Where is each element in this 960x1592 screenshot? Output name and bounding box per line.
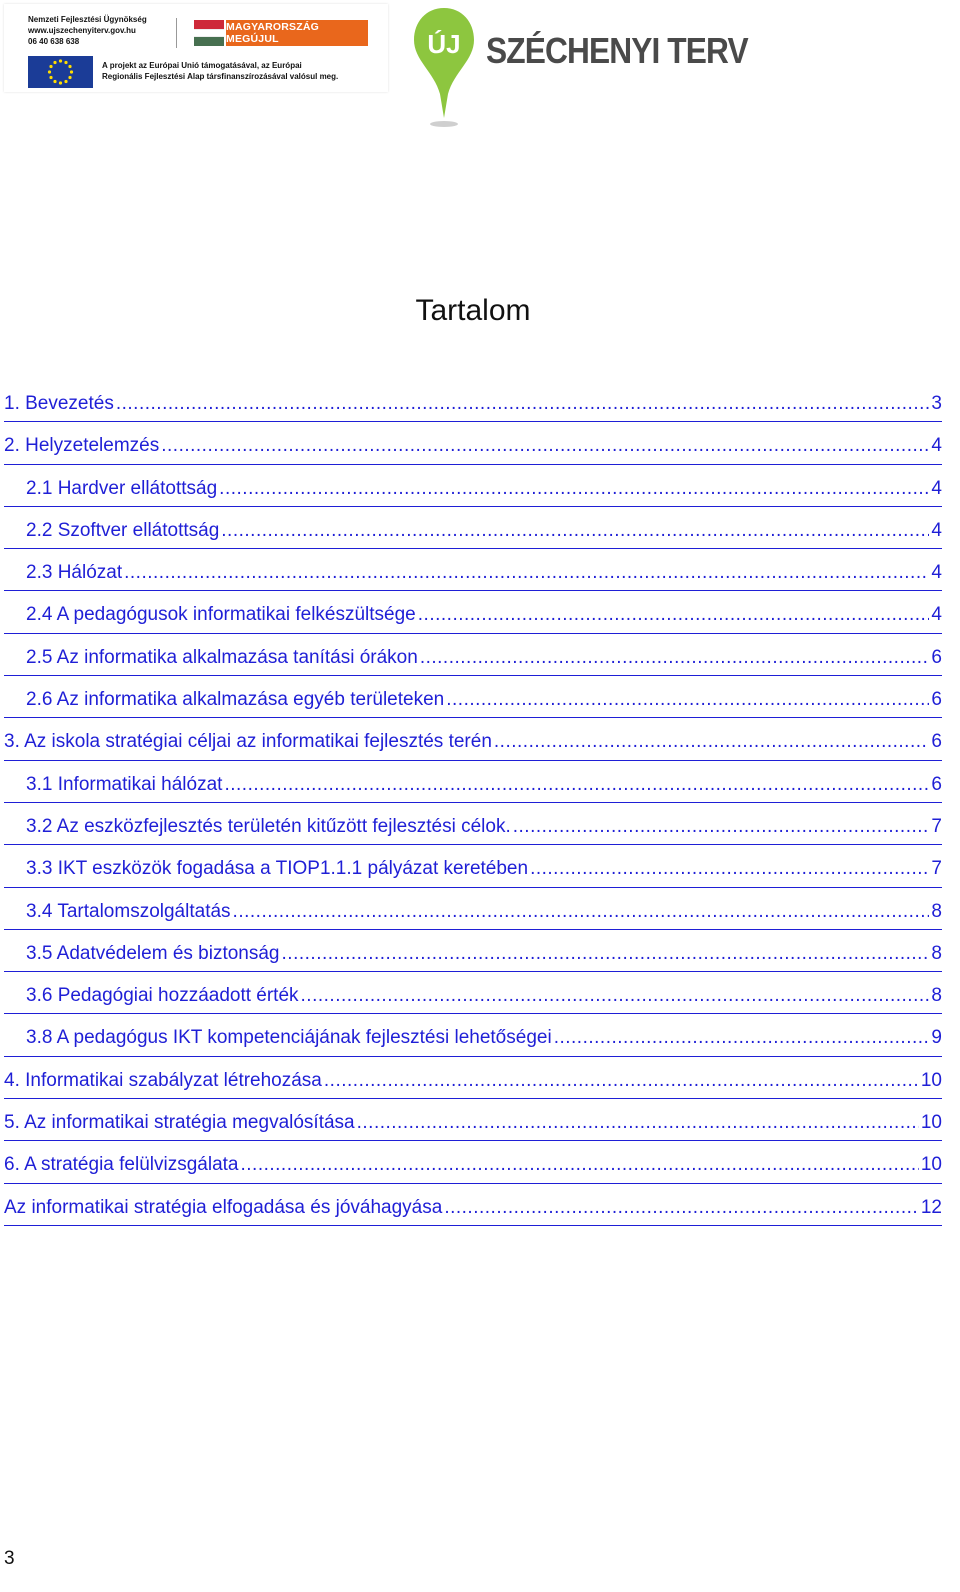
toc-leader-dots	[116, 393, 930, 415]
toc-entry-page: 4	[931, 519, 942, 541]
toc-entry-label: 3.6 Pedagógiai hozzáadott érték	[26, 985, 299, 1007]
toc-entry[interactable]	[4, 985, 942, 1027]
toc-entry[interactable]	[4, 1070, 942, 1112]
szechenyi-terv-wordmark: SZÉCHENYI TERV	[486, 30, 748, 71]
toc-leader-dots	[418, 604, 930, 626]
toc-entry-label: 3.2 Az eszközfejlesztés területén kitűzött fejlesztési célok.	[26, 815, 511, 837]
toc-entry-label: 2.1 Hardver ellátottság	[26, 477, 218, 499]
toc-entry-page: 10	[920, 1069, 942, 1091]
toc-entry-label: 3.4 Tartalomszolgáltatás	[26, 900, 231, 922]
toc-leader-dots	[221, 520, 929, 542]
toc-entry[interactable]	[4, 1112, 942, 1154]
toc-entry-page: 6	[931, 689, 942, 711]
eu-note-line-1: A projekt az Európai Unió támogatásával, az Európai	[102, 61, 302, 70]
toc-entry-page: 10	[920, 1112, 942, 1134]
toc-entry[interactable]	[4, 1197, 942, 1239]
toc-entry-page: 6	[931, 731, 942, 753]
toc-leader-dots	[494, 731, 930, 753]
toc-entry-label: 3.5 Adatvédelem és biztonság	[26, 942, 280, 964]
toc-entry[interactable]	[4, 731, 942, 773]
toc-entry-label: 2.3 Hálózat	[26, 562, 123, 584]
toc-leader-dots	[219, 478, 929, 500]
toc-entry[interactable]	[4, 562, 942, 604]
toc-leader-dots	[124, 562, 929, 584]
toc-leader-dots	[233, 901, 930, 923]
toc-entry[interactable]	[4, 774, 942, 816]
page-title: Tartalom	[415, 294, 531, 327]
toc-leader-dots	[554, 1027, 930, 1049]
hungarian-flag-icon	[194, 20, 224, 46]
toc-entry-label: 3. Az iskola stratégiai céljai az informatikai fejlesztés terén	[4, 731, 492, 753]
toc-entry-label: 2. Helyzetelemzés	[4, 435, 160, 457]
uj-szechenyi-terv-pin-icon	[412, 6, 476, 130]
magyarorszag-megujul-badge: MAGYARORSZÁG MEGÚJUL	[226, 20, 368, 46]
toc-leader-dots	[224, 774, 929, 796]
toc-entry-page: 7	[931, 858, 942, 880]
toc-leader-dots	[357, 1112, 919, 1134]
toc-entry-page: 8	[931, 985, 942, 1007]
toc-entry-page: 4	[931, 477, 942, 499]
logo-pin-text: ÚJ	[427, 29, 461, 59]
funding-header	[4, 4, 388, 92]
toc-entry-label: 2.4 A pedagógusok informatikai felkészültsége	[26, 604, 416, 626]
toc-entry[interactable]	[4, 858, 942, 900]
eu-note-line-2: Regionális Fejlesztési Alap társfinanszírozásával valósul meg.	[102, 72, 339, 81]
toc-entry[interactable]	[4, 520, 942, 562]
toc-entry-label: 2.2 Szoftver ellátottság	[26, 519, 220, 541]
nfu-phone: 06 40 638 638	[28, 37, 80, 46]
toc-entry-label: 5. Az informatikai stratégia megvalósítása	[4, 1112, 355, 1134]
nfu-url: www.ujszechenyiterv.gov.hu	[28, 26, 136, 35]
toc-entry-page: 4	[931, 604, 942, 626]
divider	[176, 18, 177, 48]
toc-entry-page: 3	[931, 393, 942, 414]
toc-leader-dots	[161, 435, 929, 457]
toc-leader-dots	[301, 985, 930, 1007]
toc-entry[interactable]	[4, 1154, 942, 1196]
toc-entry-label: 3.8 A pedagógus IKT kompetenciájának fejlesztési lehetőségei	[26, 1027, 552, 1049]
toc-entry-page: 12	[920, 1196, 942, 1218]
toc-entry-label: Az informatikai stratégia elfogadása és jóváhagyása	[4, 1196, 443, 1218]
toc-leader-dots	[282, 943, 930, 965]
toc-entry-label: 6. A stratégia felülvizsgálata	[4, 1154, 239, 1176]
toc-entry-page: 8	[931, 942, 942, 964]
toc-entry-page: 6	[931, 646, 942, 668]
toc-leader-dots	[240, 1154, 918, 1176]
toc-entry[interactable]	[4, 604, 942, 646]
toc-entry[interactable]	[4, 393, 942, 435]
toc-entry-page: 10	[920, 1154, 942, 1176]
toc-entry-page: 9	[931, 1027, 942, 1049]
toc-leader-dots	[444, 1197, 919, 1219]
eu-flag-icon	[28, 56, 93, 88]
toc-entry[interactable]	[4, 435, 942, 477]
toc-entry[interactable]	[4, 478, 942, 520]
toc-entry[interactable]	[4, 943, 942, 985]
toc-leader-dots	[420, 647, 930, 669]
toc-leader-dots	[324, 1070, 919, 1092]
toc-entry-label: 2.5 Az informatika alkalmazása tanítási órákon	[26, 646, 418, 668]
toc-entry-label: 1. Bevezetés	[4, 393, 114, 414]
toc-entry-label: 3.1 Informatikai hálózat	[26, 773, 223, 795]
toc-entry-page: 4	[931, 435, 942, 457]
toc-entry-page: 4	[931, 562, 942, 584]
toc-entry[interactable]	[4, 816, 942, 858]
toc-entry-page: 8	[931, 900, 942, 922]
toc-leader-dots	[513, 816, 930, 838]
nfu-address	[28, 14, 178, 47]
toc-leader-dots	[446, 689, 929, 711]
toc-entry[interactable]	[4, 689, 942, 731]
toc-entry[interactable]	[4, 647, 942, 689]
toc-entry[interactable]	[4, 1027, 942, 1069]
table-of-contents	[4, 393, 942, 1239]
page-number: 3	[4, 1548, 15, 1569]
nfu-name: Nemzeti Fejlesztési Ügynökség	[28, 15, 147, 24]
toc-entry-page: 7	[931, 815, 942, 837]
toc-entry-label: 3.3 IKT eszközök fogadása a TIOP1.1.1 pályázat keretében	[26, 858, 529, 880]
toc-entry-page: 6	[931, 773, 942, 795]
toc-entry-label: 2.6 Az informatika alkalmazása egyéb területeken	[26, 689, 445, 711]
toc-entry[interactable]	[4, 901, 942, 943]
eu-funding-note	[102, 60, 382, 82]
toc-entry-label: 4. Informatikai szabályzat létrehozása	[4, 1069, 322, 1091]
toc-leader-dots	[530, 858, 929, 880]
